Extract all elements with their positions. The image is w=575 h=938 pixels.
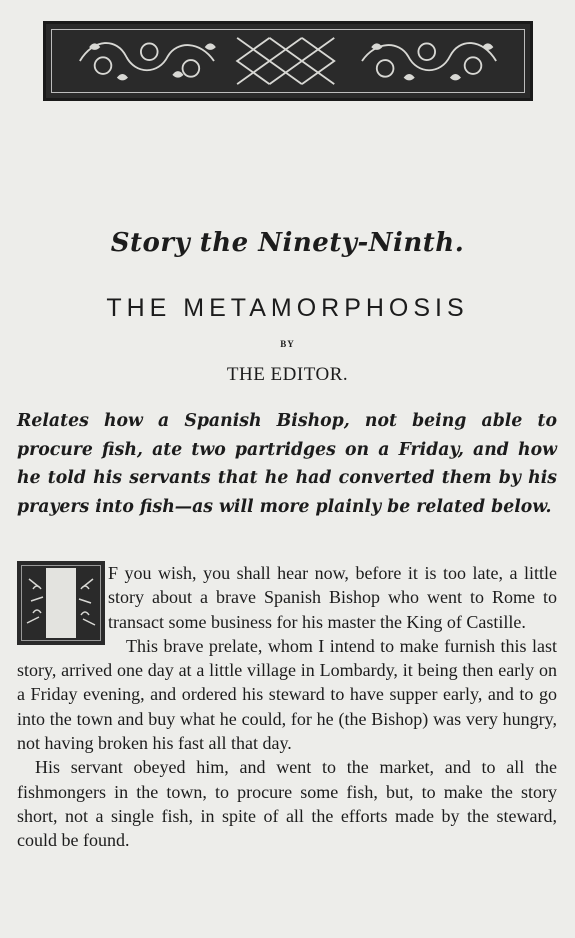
drop-cap [17,561,105,645]
author-name: THE EDITOR. [226,364,349,385]
paragraph-1-text: F you wish, you shall hear now, before it is too late, a little story about a brave Spanish Bishop who went to Rome to transact some business for his master the King of Castille. [108,563,557,632]
story-summary: Relates how a Spanish Bishop, not being able to procure fish, ate two partridges on a Friday, and how he told his servants that he had converted them by his prayers into fish—as will more plainly be related below. [17,411,557,517]
story-body [17,561,557,853]
ornamental-header-banner [43,21,533,101]
paragraph-2: This brave prelate, whom I intend to make furnish this last story, arrived one day at a little village in Lombardy, it being then early on a Friday evening, and ordered his steward to have supper early, and to go into the town and buy what he could, for he (the Bishop) was very hungry, not having broken his fast all that day. [17,635,557,754]
drop-cap-letter [46,568,76,638]
story-number-heading: Story the Ninety-Ninth. [110,228,465,258]
story-title: THE METAMORPHOSIS [106,294,469,322]
by-label: BY [280,339,295,349]
floral-ornament-icon [46,24,530,98]
paragraph-3: His servant obeyed him, and went to the market, and to all the fishmongers in the town, to procure some fish, but, to make the story short, not a single fish, in spite of all the efforts made by the steward, could be found. [17,757,557,851]
paragraph-1 [17,561,557,634]
